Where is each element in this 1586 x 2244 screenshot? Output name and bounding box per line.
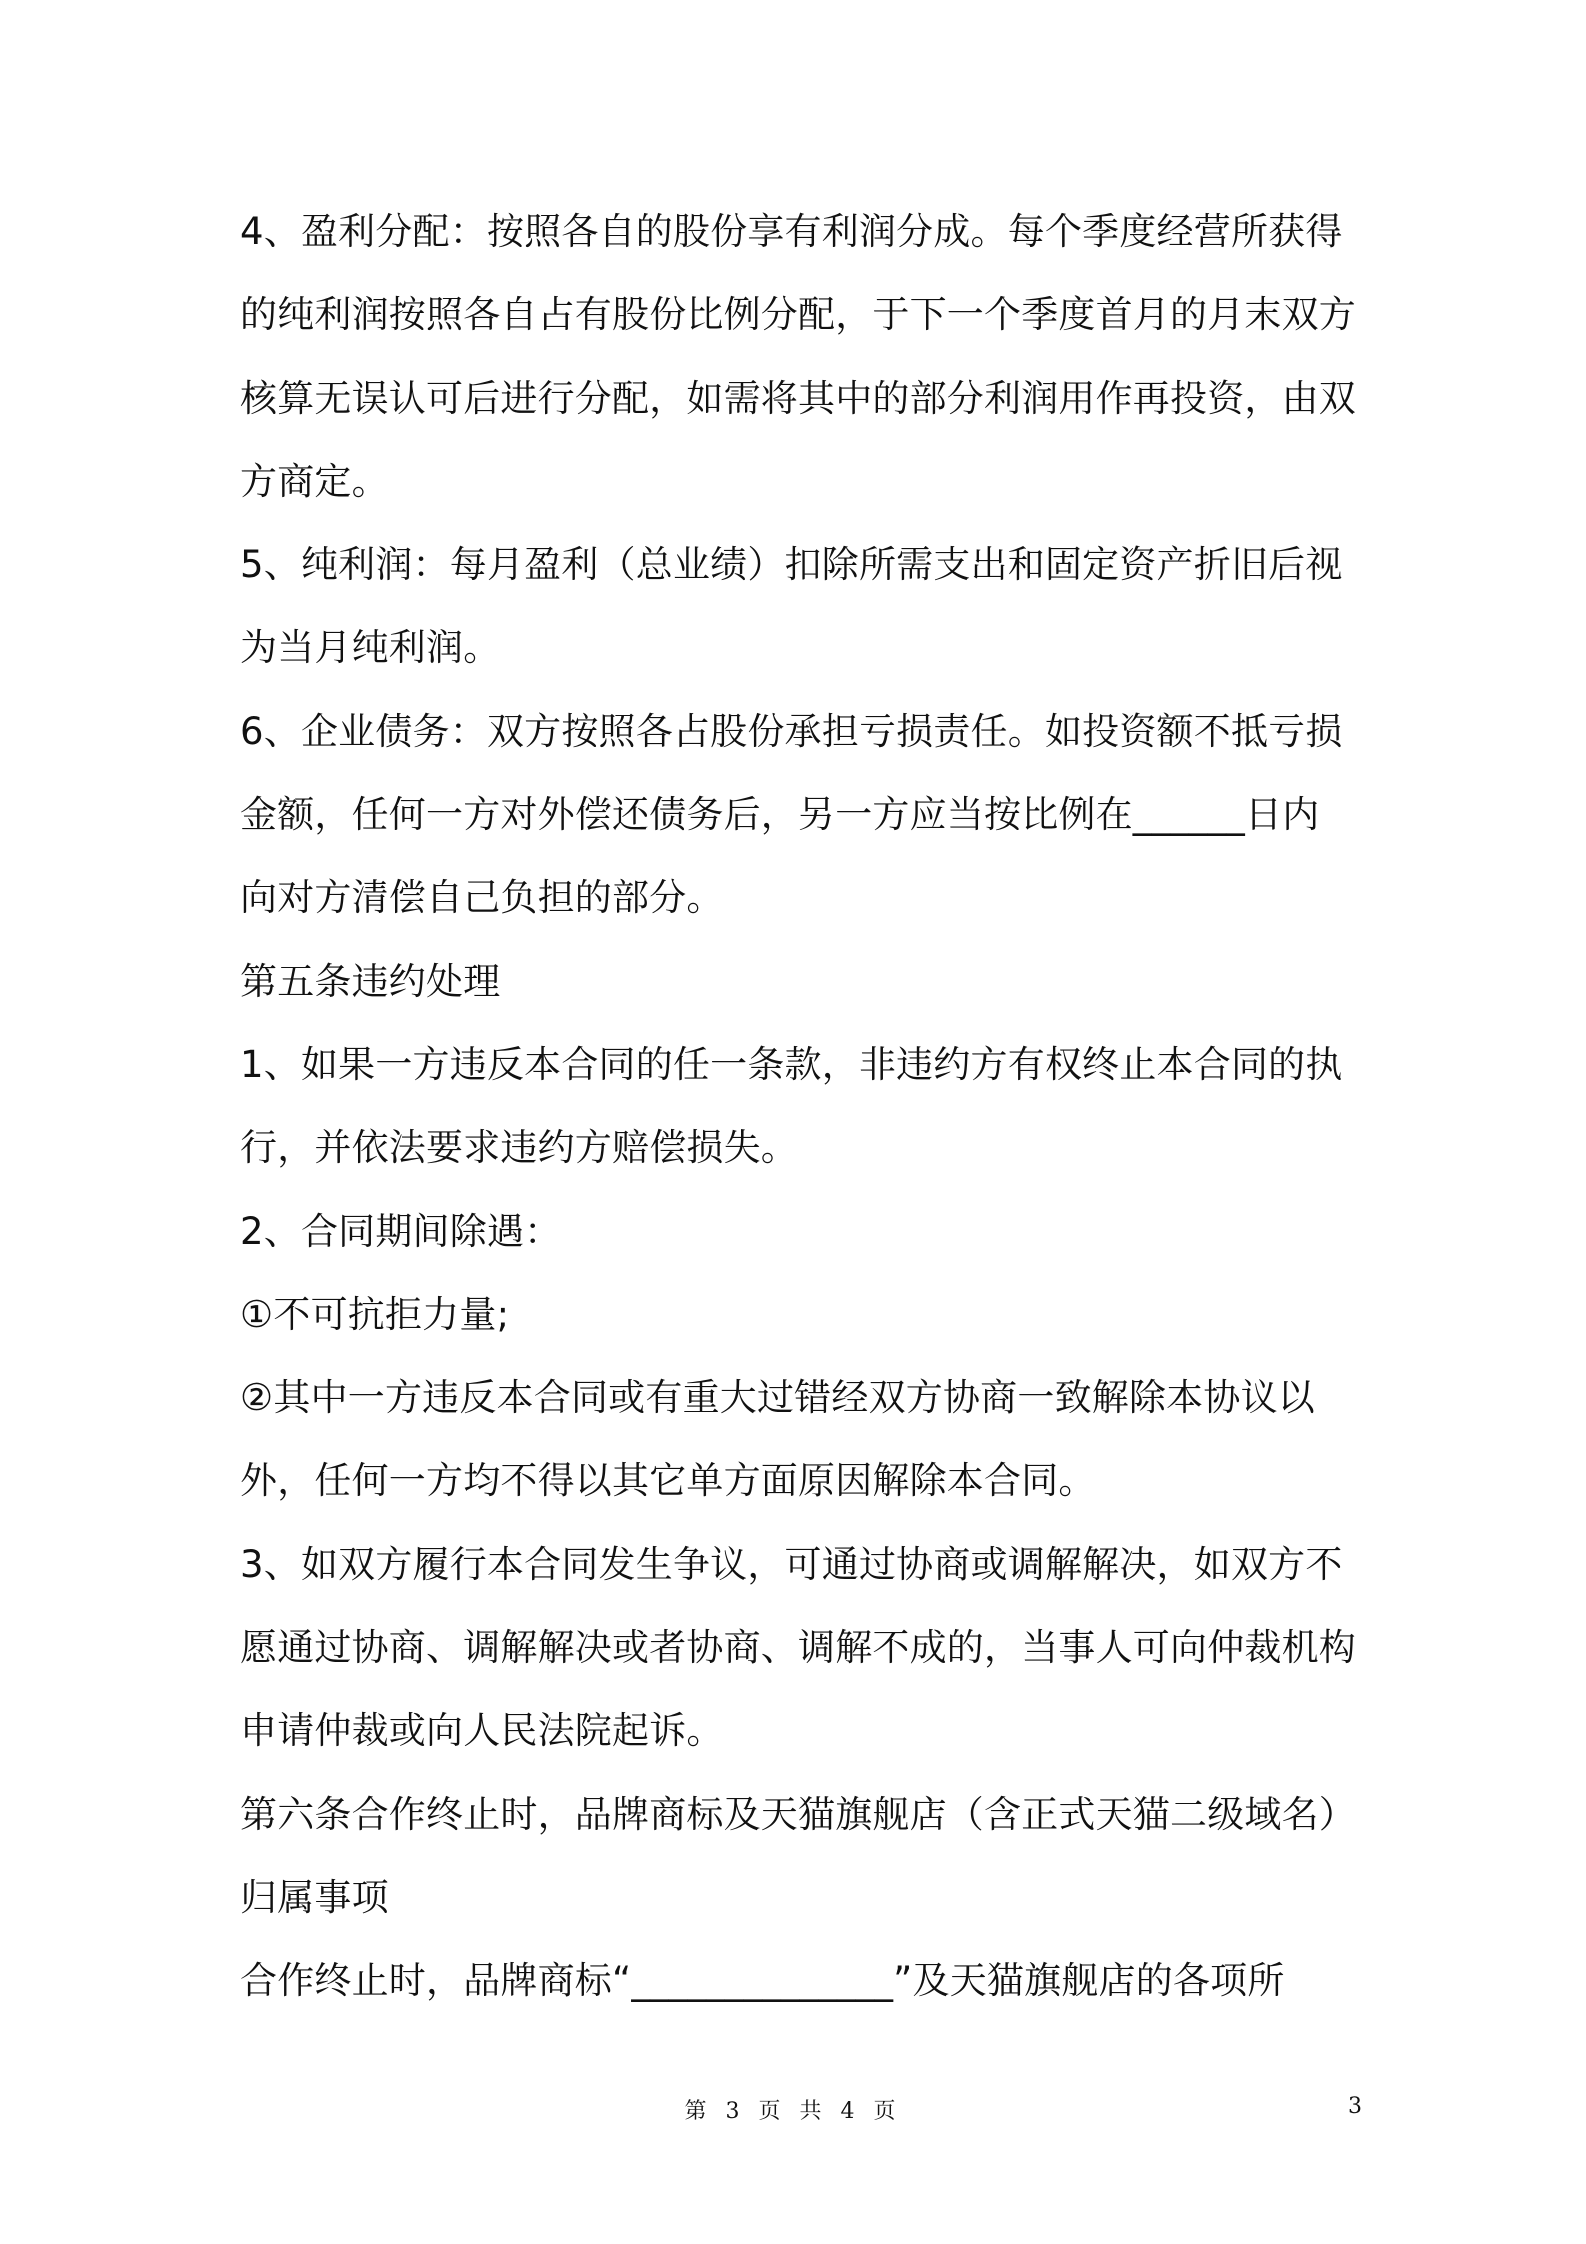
text-line: 5、纯利润：每月盈利（总业绩）扣除所需支出和固定资产折旧后视 (240, 543, 1343, 587)
text-line: ①不可抗拒力量; (240, 1292, 510, 1336)
text-line: 申请仲裁或向人民法院起诉。 (240, 1709, 724, 1753)
text-line: 1、如果一方违反本合同的任一条款，非违约方有权终止本合同的执 (240, 1042, 1343, 1086)
text-line: 行，并依法要求违约方赔偿损失。 (240, 1126, 798, 1170)
text-line: 为当月纯利润。 (240, 626, 501, 670)
page-info: 第 3 页 共 4 页 (684, 2099, 902, 2124)
text-line: 的纯利润按照各自占有股份比例分配，于下一个季度首月的月末双方 (240, 293, 1356, 337)
text-line: 2、合同期间除遇： (240, 1209, 562, 1253)
section-heading: 第五条违约处理 (240, 959, 501, 1003)
section-heading-continued: 归属事项 (240, 1875, 389, 1919)
text-line: 愿通过协商、调解解决或者协商、调解不成的，当事人可向仲裁机构 (240, 1626, 1356, 1670)
page-number: 3 (1348, 2094, 1362, 2119)
text-line: 方商定。 (240, 459, 389, 503)
text-line: 外，任何一方均不得以其它单方面原因解除本合同。 (240, 1459, 1096, 1503)
text-line: 4、盈利分配：按照各自的股份享有利润分成。每个季度经营所获得 (240, 210, 1343, 253)
text-line: 金额，任何一方对外偿还债务后，另一方应当按比例在______日内 (240, 793, 1320, 837)
document-body (240, 190, 1360, 2023)
text-line: 向对方清偿自己负担的部分。 (240, 876, 724, 920)
section-heading: 第六条合作终止时，品牌商标及天猫旗舰店（含正式天猫二级域名） (240, 1792, 1356, 1836)
text-line: 核算无误认可后进行分配，如需将其中的部分利润用作再投资，由双 (240, 376, 1356, 420)
text-line: 3、如双方履行本合同发生争议，可通过协商或调解解决，如双方不 (240, 1542, 1343, 1586)
text-line: 合作终止时，品牌商标“______________”及天猫旗舰店的各项所 (240, 1959, 1285, 2003)
text-line: ②其中一方违反本合同或有重大过错经双方协商一致解除本协议以 (240, 1376, 1315, 1420)
text-line: 6、企业债务：双方按照各占股份承担亏损责任。如投资额不抵亏损 (240, 709, 1343, 753)
